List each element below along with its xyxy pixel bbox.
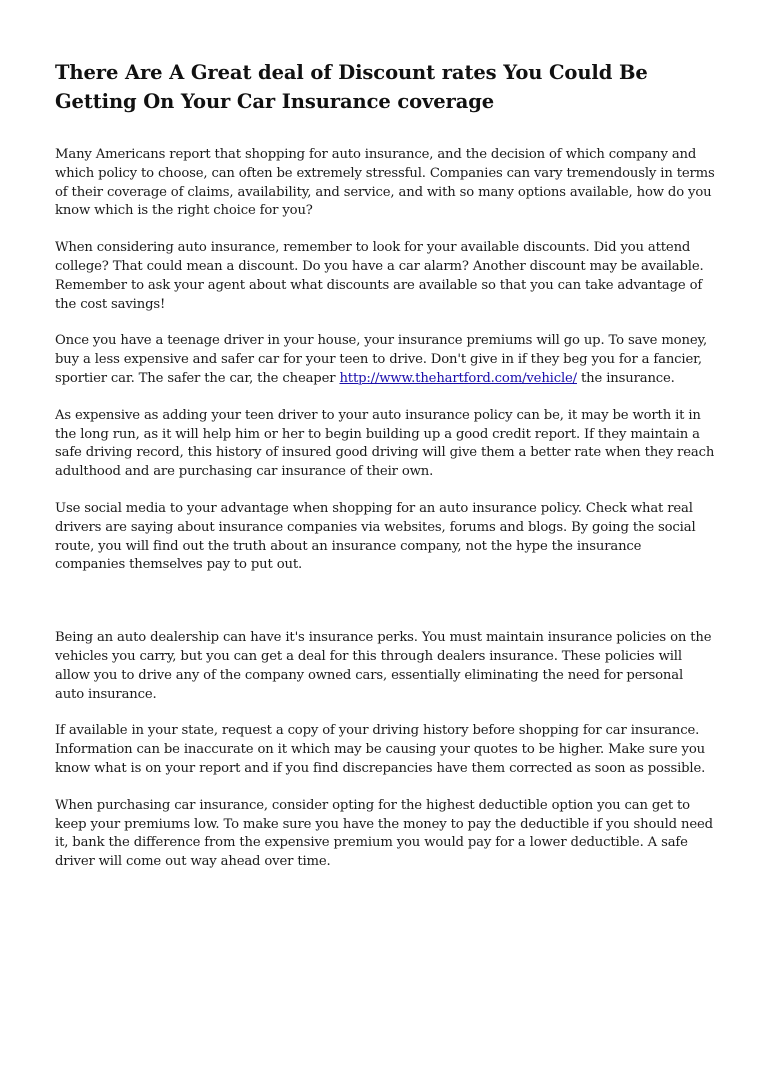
paragraph-deductible: When purchasing car insurance, consider opting for the highest deductible option you can get to keep your premiums low. To make sure you have the money to pay the deductible if you should need it, bank the difference from the expensive premium you would pay for a lower deductible. A safe driver will come out way ahead over time. xyxy=(55,797,713,870)
paragraph-teen-driver xyxy=(55,332,715,388)
paragraph-discounts: When considering auto insurance, remember to look for your available discounts. Did you attend college? That could mean a discount. Do you have a car alarm? Another discount may be available. Remember to ask your agent about what discounts are available so that you can take advantage of the cost savings! xyxy=(55,240,704,312)
paragraph-social-media: Use social media to your advantage when shopping for an auto insurance policy. Check what real drivers are saying about insurance companies via websites, forums and blogs. By going the social route, you will find out the truth about an insurance company, not the hype the insurance companies themselves pay to put out. xyxy=(55,500,696,573)
paragraph-teen-driver-text: Once you have a teenage driver in your house, your insurance premiums will go up. To save money, buy a less expensive and safer car for your teen to drive. Don't give in if they beg you for a fancier, sportier car. The safer the car, the cheaper xyxy=(55,333,708,386)
blank-gap xyxy=(55,593,715,629)
hartford-vehicle-link[interactable]: http://www.thehartford.com/vehicle/ xyxy=(339,370,577,386)
paragraph-intro: Many Americans report that shopping for auto insurance, and the decision of which company and which policy to choose, can often be extremely stressful. Companies can vary tremendously in terms of their coverage of claims, availability, and service, and with so many options available, how do you know which is the right choice for you? xyxy=(55,147,715,219)
paragraph-teen-driver-tail: the insurance. xyxy=(576,370,675,386)
document-page xyxy=(55,58,715,890)
paragraph-credit-report: As expensive as adding your teen driver to your auto insurance policy can be, it may be worth it in the long run, as it will help him or her to begin building up a good credit report. If they maintain a safe driving record, this history of insured good driving will give them a better rate when they reach adulthood and are purchasing car insurance of their own. xyxy=(55,407,715,480)
page-title: There Are A Great deal of Discount rates You Could Be Getting On Your Car Insurance coverage xyxy=(55,61,648,113)
paragraph-driving-history: If available in your state, request a copy of your driving history before shopping for car insurance. Information can be inaccurate on it which may be causing your quotes to be higher. Make sure you know what is on your report and if you find discrepancies have them corrected as soon as possible. xyxy=(55,723,706,776)
paragraph-dealership: Being an auto dealership can have it's insurance perks. You must maintain insurance policies on the vehicles you carry, but you can get a deal for this through dealers insurance. These policies will allow you to drive any of the company owned cars, essentially eliminating the need for personal auto insurance. xyxy=(55,630,712,702)
